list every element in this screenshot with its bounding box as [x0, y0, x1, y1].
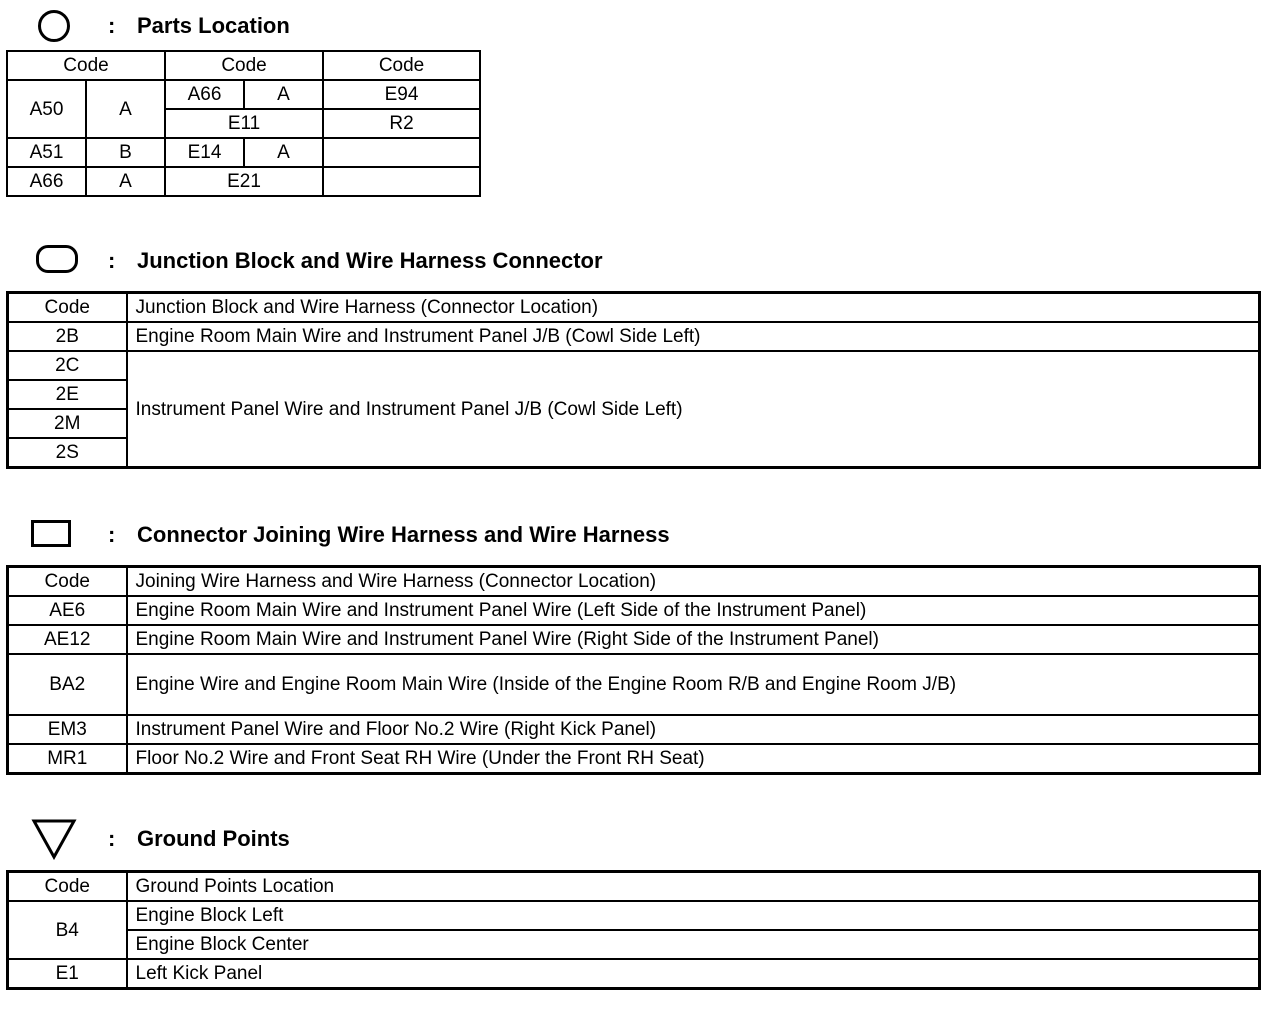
ground-points-heading — [0, 816, 900, 856]
parts-location-table — [6, 50, 481, 197]
section-title: Junction Block and Wire Harness Connector — [137, 248, 603, 273]
table-cell: E11 — [165, 109, 323, 138]
table-row — [8, 351, 1260, 380]
code-cell: BA2 — [8, 654, 127, 715]
table-row — [8, 959, 1260, 989]
table-cell: A66 — [7, 167, 86, 196]
table-row — [7, 138, 480, 167]
square-icon — [31, 520, 71, 547]
triangle-down-icon — [31, 818, 77, 860]
table-row — [8, 715, 1260, 744]
table-header-row — [8, 293, 1260, 323]
location-cell: Engine Block Center — [127, 930, 1260, 959]
code-header: Code — [8, 293, 127, 323]
description-header: Joining Wire Harness and Wire Harness (Connector Location) — [127, 567, 1260, 597]
table-row — [8, 654, 1260, 715]
table-cell: R2 — [323, 109, 480, 138]
description-header: Junction Block and Wire Harness (Connector Location) — [127, 293, 1260, 323]
table-cell: A51 — [7, 138, 86, 167]
description-cell: Engine Wire and Engine Room Main Wire (Inside of the Engine Room R/B and Engine Room J/B) — [127, 654, 1260, 715]
table-row — [7, 167, 480, 196]
table-row — [8, 322, 1260, 351]
table-cell — [323, 167, 480, 196]
table-cell: A — [86, 80, 165, 138]
table-cell: A — [244, 80, 323, 109]
parts-location-heading — [0, 6, 900, 46]
table-cell: E94 — [323, 80, 480, 109]
code-cell: AE6 — [8, 596, 127, 625]
code-cell: 2M — [8, 409, 127, 438]
heading-colon: : — [108, 826, 116, 851]
section-title: Ground Points — [137, 826, 290, 851]
table-row — [7, 80, 480, 109]
table-cell: E21 — [165, 167, 323, 196]
description-header: Ground Points Location — [127, 872, 1260, 902]
junction-block-heading — [0, 240, 900, 280]
code-cell: E1 — [8, 959, 127, 989]
code-cell: EM3 — [8, 715, 127, 744]
table-row — [8, 930, 1260, 959]
table-cell — [323, 138, 480, 167]
code-cell: MR1 — [8, 744, 127, 774]
column-header: Code — [165, 51, 323, 80]
junction-block-table — [6, 291, 1261, 469]
description-cell: Instrument Panel Wire and Floor No.2 Wire (Right Kick Panel) — [127, 715, 1260, 744]
code-header: Code — [8, 567, 127, 597]
description-cell: Instrument Panel Wire and Instrument Panel J/B (Cowl Side Left) — [127, 351, 1260, 468]
table-row — [8, 744, 1260, 774]
code-cell: 2S — [8, 438, 127, 468]
code-cell: 2C — [8, 351, 127, 380]
heading-colon: : — [108, 13, 116, 38]
code-header: Code — [8, 872, 127, 902]
table-row — [8, 625, 1260, 654]
description-cell: Engine Room Main Wire and Instrument Panel Wire (Left Side of the Instrument Panel) — [127, 596, 1260, 625]
table-cell: A66 — [165, 80, 244, 109]
table-cell: A — [244, 138, 323, 167]
table-header-row — [7, 51, 480, 80]
table-cell: A50 — [7, 80, 86, 138]
ground-points-table — [6, 870, 1261, 990]
table-header-row — [8, 567, 1260, 597]
code-cell: 2E — [8, 380, 127, 409]
location-cell: Engine Block Left — [127, 901, 1260, 930]
section-title: Connector Joining Wire Harness and Wire Harness — [137, 522, 670, 547]
connector-joining-heading — [0, 514, 900, 554]
table-row — [8, 596, 1260, 625]
circle-icon — [38, 10, 70, 42]
table-row — [8, 901, 1260, 930]
table-header-row — [8, 872, 1260, 902]
column-header: Code — [323, 51, 480, 80]
heading-colon: : — [108, 522, 116, 547]
code-cell: B4 — [8, 901, 127, 959]
table-cell: A — [86, 167, 165, 196]
code-cell: 2B — [8, 322, 127, 351]
description-cell: Engine Room Main Wire and Instrument Panel Wire (Right Side of the Instrument Panel) — [127, 625, 1260, 654]
location-cell: Left Kick Panel — [127, 959, 1260, 989]
connector-joining-table — [6, 565, 1261, 775]
code-cell: AE12 — [8, 625, 127, 654]
heading-colon: : — [108, 248, 116, 273]
description-cell: Engine Room Main Wire and Instrument Panel J/B (Cowl Side Left) — [127, 322, 1260, 351]
table-cell: E14 — [165, 138, 244, 167]
section-title: Parts Location — [137, 13, 290, 38]
table-cell: B — [86, 138, 165, 167]
description-cell: Floor No.2 Wire and Front Seat RH Wire (Under the Front RH Seat) — [127, 744, 1260, 774]
column-header: Code — [7, 51, 165, 80]
rounded-rect-icon — [36, 245, 78, 273]
